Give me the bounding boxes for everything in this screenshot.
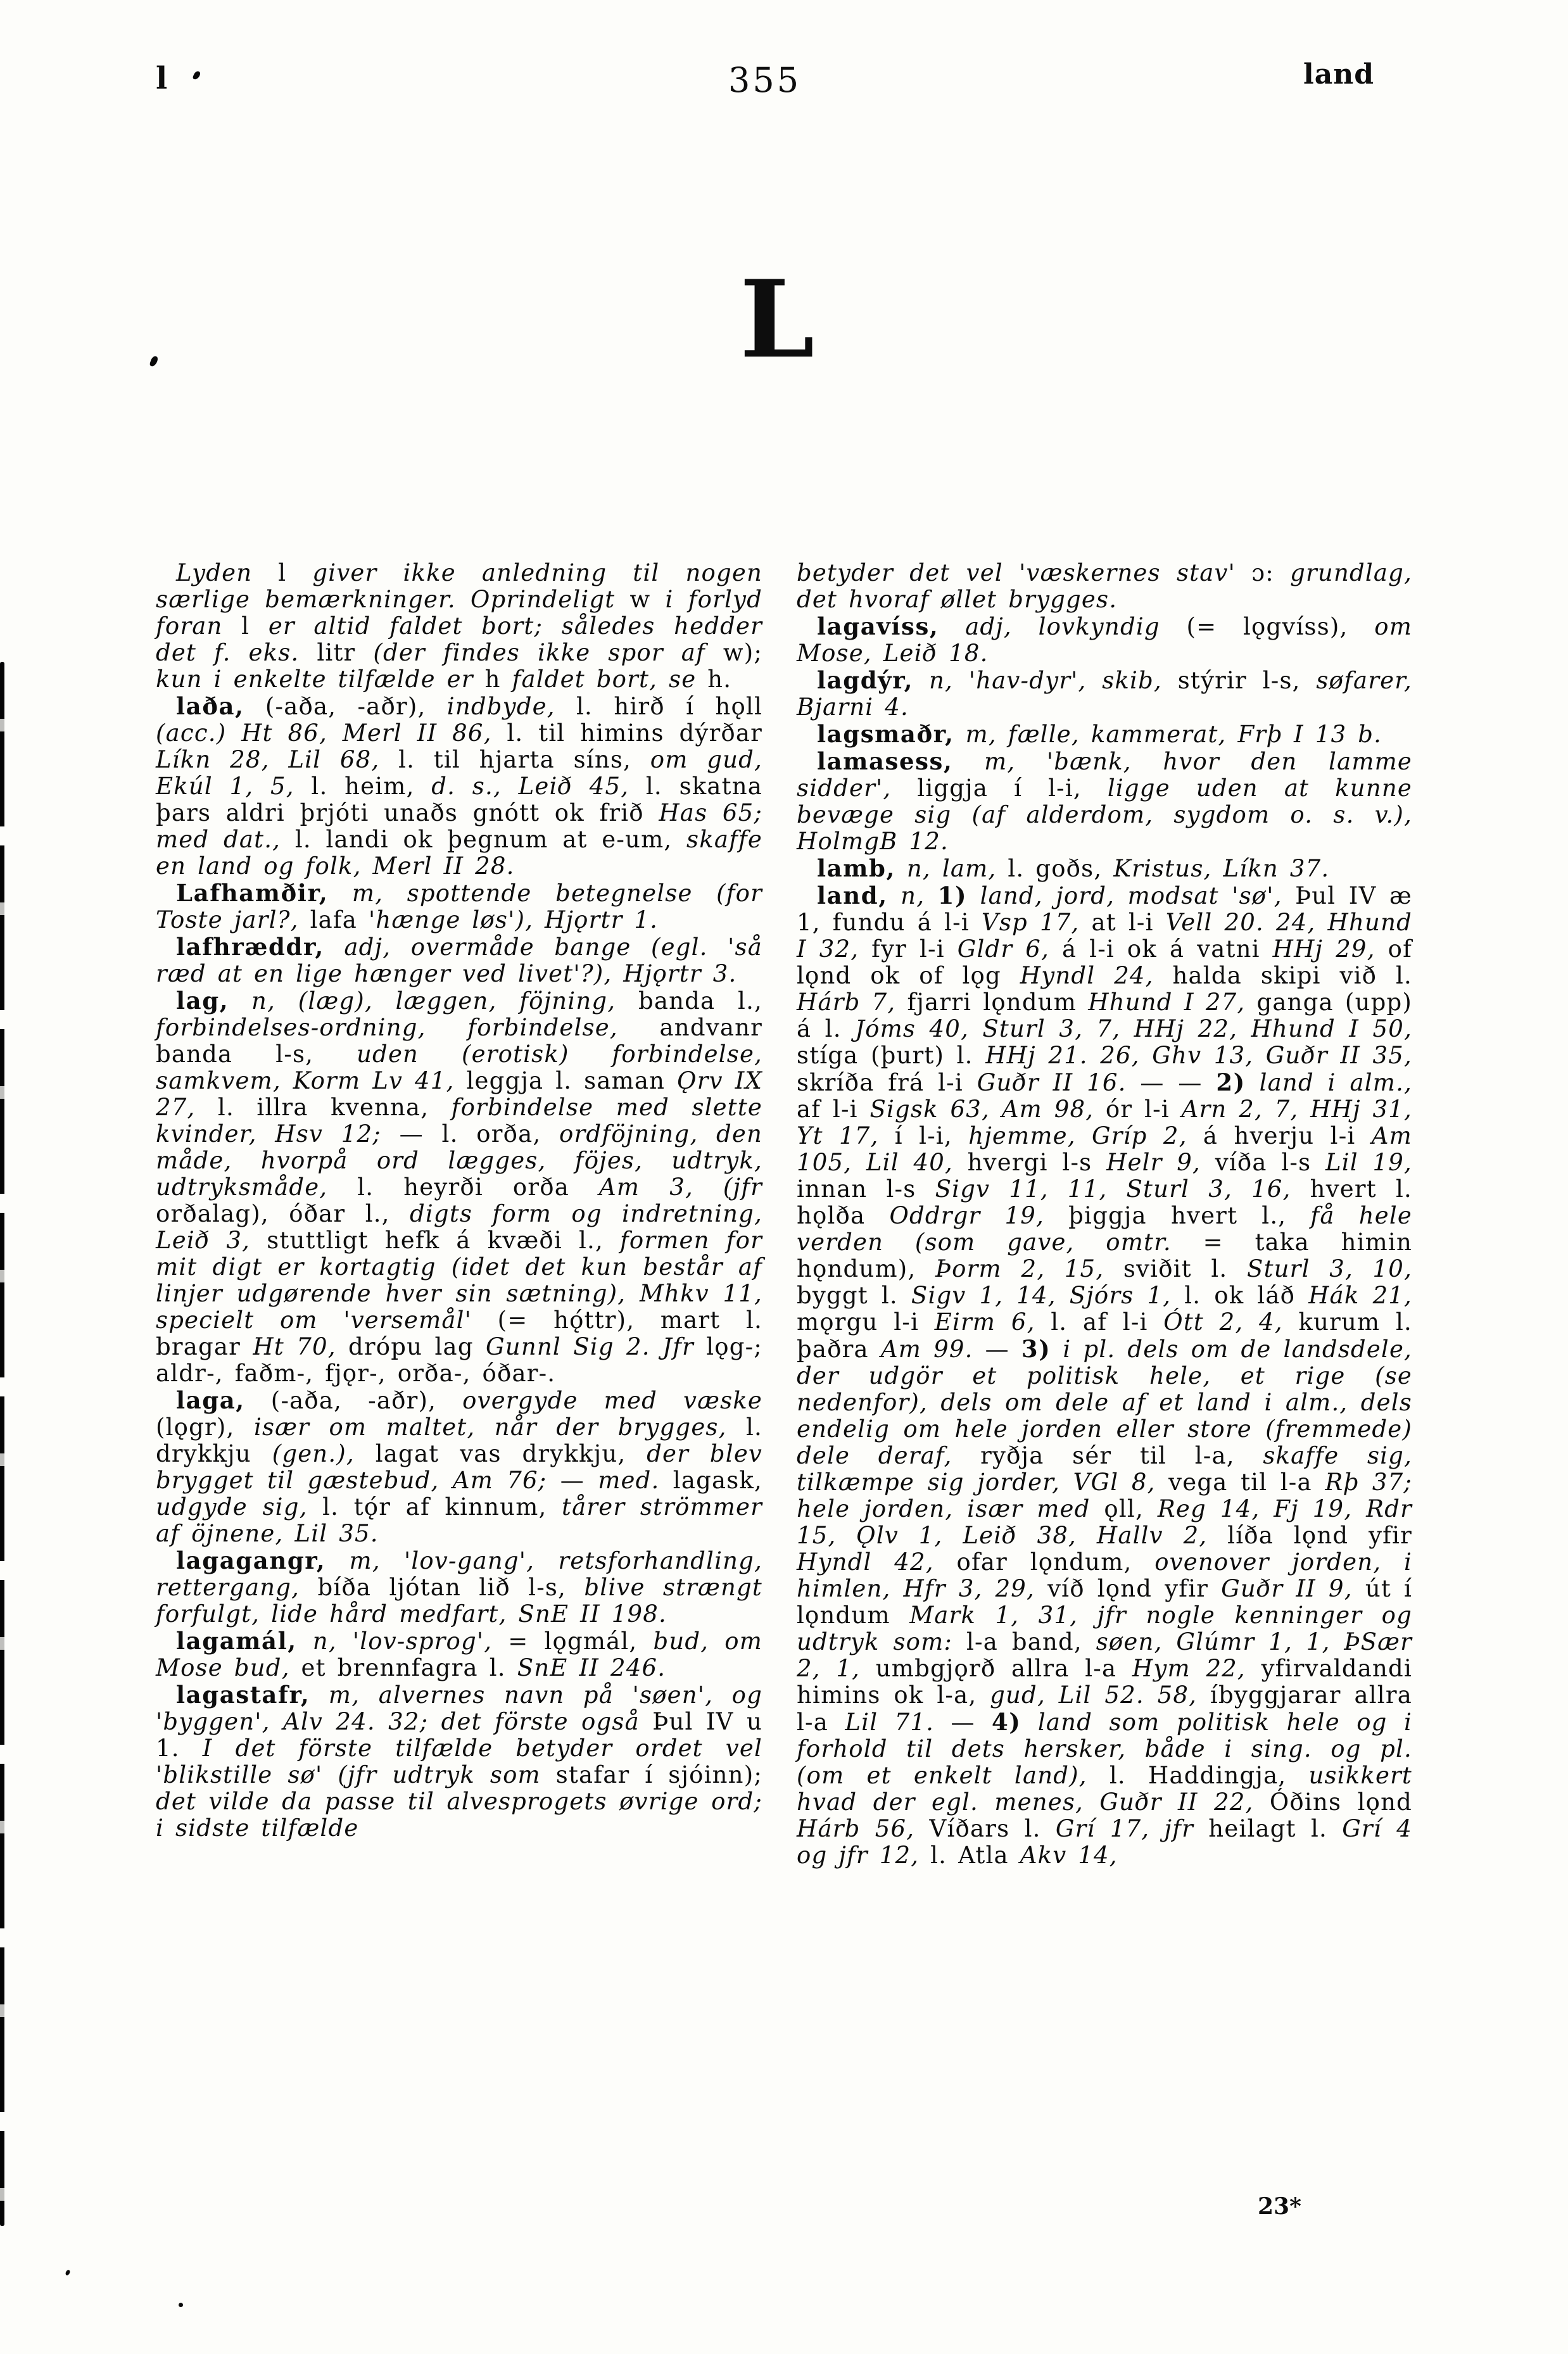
entry-laga: laga, (-aða, -aðr), overgyde med væske (lǫgr), især om maltet, når der brygges, l. drykkju (gen.), lagat vas drykkju, der blev brygget til gæstebud, Am 76; — med. lagask, udgyde sig, l. tǫ́r af kinnum, tårer strömmer af öjnene, Lil 35.	[156, 1386, 763, 1547]
entry-lafhraeddr: lafhræddr, adj, overmåde bange (egl. 'så ræd at en lige hænger ved livet'?), Hjǫrtr 3.	[156, 933, 763, 987]
column-left	[156, 560, 762, 1842]
entry-lagagangr: lagagangr, m, 'lov-gang', retsforhandling, rettergang, bíða ljótan lið l-s, blive strængt forfulgt, lide hård medfart, SnE II 198.	[156, 1547, 762, 1628]
running-head-right: land	[1303, 58, 1374, 91]
scan-artifact-speck	[179, 2303, 183, 2307]
entry-lagdyr: lagdýr, n, 'hav-dyr', skib, stýrir l-s, søfarer, Bjarni 4.	[797, 666, 1412, 721]
scan-artifact-speck	[193, 70, 201, 80]
entry-lamasess: lamasess, m, 'bænk, hvor den lamme sidder', liggja í l-i, ligge uden at kunne bevæge sig (af alderdom, sygdom o. s. v.), HolmgB 12.	[797, 747, 1412, 855]
scan-artifact-binding-edge	[0, 662, 4, 2226]
entry-lagastafr-cont: betyder det vel 'væskernes stav' ɔ: grundlag, det hvoraf øllet brygges.	[797, 559, 1412, 613]
entry-intro-l: Lyden l giver ikke anledning til nogen særlige bemærkninger. Oprindeligt w i forlyd foran l er altid faldet bort; således hedder det f. eks. litr (der findes ikke spor af w); kun i enkelte tilfælde er h faldet bort, se h.	[156, 559, 763, 693]
column-right	[797, 560, 1412, 1869]
scan-artifact-speck	[65, 2269, 71, 2276]
running-head-left: l	[156, 61, 168, 96]
entry-lafhamdir: Lafhamðir, m, spottende betegnelse (for Toste jarl?, lafa 'hænge løs'), Hjǫrtr 1.	[156, 879, 762, 933]
entry-lagaviss: lagavíss, adj, lovkyndig (= lǫgvíss), om Mose, Leið 18.	[797, 612, 1412, 667]
entry-lamb: lamb, n, lam, l. goðs, Kristus, Líkn 37.	[817, 854, 1330, 882]
entry-lag: lag, n, (læg), læggen, föjning, banda l., forbindelses-ordning, forbindelse, andvanr banda l-s, uden (erotisk) forbindelse, samkvem, Korm Lv 41, leggja l. saman Ǫrv IX 27, l. illra kvenna, forbindelse med slette kvinder, Hsv 12; — l. orða, ordföjning, den måde, hvorpå ord lægges, föjes, udtryk, udtryksmåde, l. heyrði orða Am 3, (jfr orðalag), óðar l., digts form og indretning, Leið 3, stuttligt hefk á kvæði l., formen for mit digt er kortagtig (idet det kun består af linjer udgørende hver sin sætning), Mhkv 11, specielt om 'versemål' (= hǫ́ttr), mart l. bragar Ht 70, drópu lag Gunnl Sig 2. Jfr lǫg-; aldr-, faðm-, fjǫr-, orða-, óðar-.	[156, 987, 763, 1387]
page-number: 355	[728, 60, 802, 100]
entry-lagamal: lagamál, n, 'lov-sprog', = lǫgmál, bud, om Mose bud, et brennfagra l. SnE II 246.	[156, 1627, 762, 1681]
signature-mark: 23*	[1258, 2193, 1301, 2220]
entry-lagsmadr: lagsmaðr, m, fælle, kammerat, Frþ I 13 b.	[817, 720, 1382, 748]
entry-lada: laða, (-aða, -aðr), indbyde, l. hirð í hǫll (acc.) Ht 86, Merl II 86, l. til himins dýrðar Líkn 28, Lil 68, l. til hjarta síns, om gud, Ekúl 1, 5, l. heim, d. s., Leið 45, l. skatna þars aldri þrjóti unaðs gnótt ok frið Has 65; med dat., l. landi ok þegnum at e-um, skaffe en land og folk, Merl II 28.	[156, 692, 763, 880]
scan-artifact-speck	[149, 355, 159, 367]
entry-lagastafr: lagastafr, m, alvernes navn på 'søen', og 'byggen', Alv 24. 32; det förste også Þul IV u 1. I det förste tilfælde betyder ordet vel 'blikstille sø' (jfr udtryk som stafar í sjóinn); det vilde da passe til alvesprogets øvrige ord; i sidste tilfælde	[156, 1681, 763, 1842]
entry-land: land, n, 1) land, jord, modsat 'sø', Þul IV æ 1, fundu á l-i Vsp 17, at l-i Vell 20. 24, Hhund I 32, fyr l-i Gldr 6, á l-i ok á vatni HHj 29, of lǫnd ok of lǫg Hyndl 24, halda skipi við l. Hárb 7, fjarri lǫndum Hhund I 27, ganga (upp) á l. Jóms 40, Sturl 3, 7, HHj 22, Hhund I 50, stíga (þurt) l. HHj 21. 26, Ghv 13, Guðr II 35, skríða frá l-i Guðr II 16. — — 2) land i alm., af l-i Sigsk 63, Am 98, ór l-i Arn 2, 7, HHj 31, Yt 17, í l-i, hjemme, Gríp 2, á hverju l-i Am 105, Lil 40, hvergi l-s Helr 9, víða l-s Lil 19, innan l-s Sigv 11, 11, Sturl 3, 16, hvert l. hǫlða Oddrgr 19, þiggja hvert l., få hele verden (som gave, omtr. = taka himin hǫndum), Þorm 2, 15, sviðit l. Sturl 3, 10, byggt l. Sigv 1, 14, Sjórs 1, l. ok láð Hák 21, mǫrgu l-i Eirm 6, l. af l-i Ótt 2, 4, kurum l. þaðra Am 99. — 3) i pl. dels om de landsdele, der udgör et politisk hele, et rige (se nedenfor), dels om dele af et land i alm., dels endelig om hele jorden eller store (fremmede) dele deraf, ryðja sér til l-a, skaffe sig, tilkæmpe sig jorder, VGl 8, vega til l-a Rþ 37; hele jorden, især med ǫll, Reg 14, Fj 19, Rdr 15, Ǫlv 1, Leið 38, Hallv 2, líða lǫnd yfir Hyndl 42, ofar lǫndum, ovenover jorden, i himlen, Hfr 3, 29, víð lǫnd yfir Guðr II 9, út í lǫndum Mark 1, 31, jfr nogle kenninger og udtryk som: l-a band, søen, Glúmr 1, 1, ÞSær 2, 1, umbgjǫrð allra l-a Hym 22, yfirvaldandi himins ok l-a, gud, Lil 52. 58, íbyggjarar allra l-a Lil 71. — 4) land som politisk hele og i forhold til dets hersker, både i sing. og pl. (om et enkelt land), l. Haddingja, usikkert hvad der egl. menes, Guðr II 22, Óðins lǫnd Hárb 56, Víðars l. Grí 17, jfr heilagt l. Grí 4 og jfr 12, l. Atla Akv 14,	[797, 882, 1413, 1869]
section-letter-L: L	[740, 256, 815, 382]
